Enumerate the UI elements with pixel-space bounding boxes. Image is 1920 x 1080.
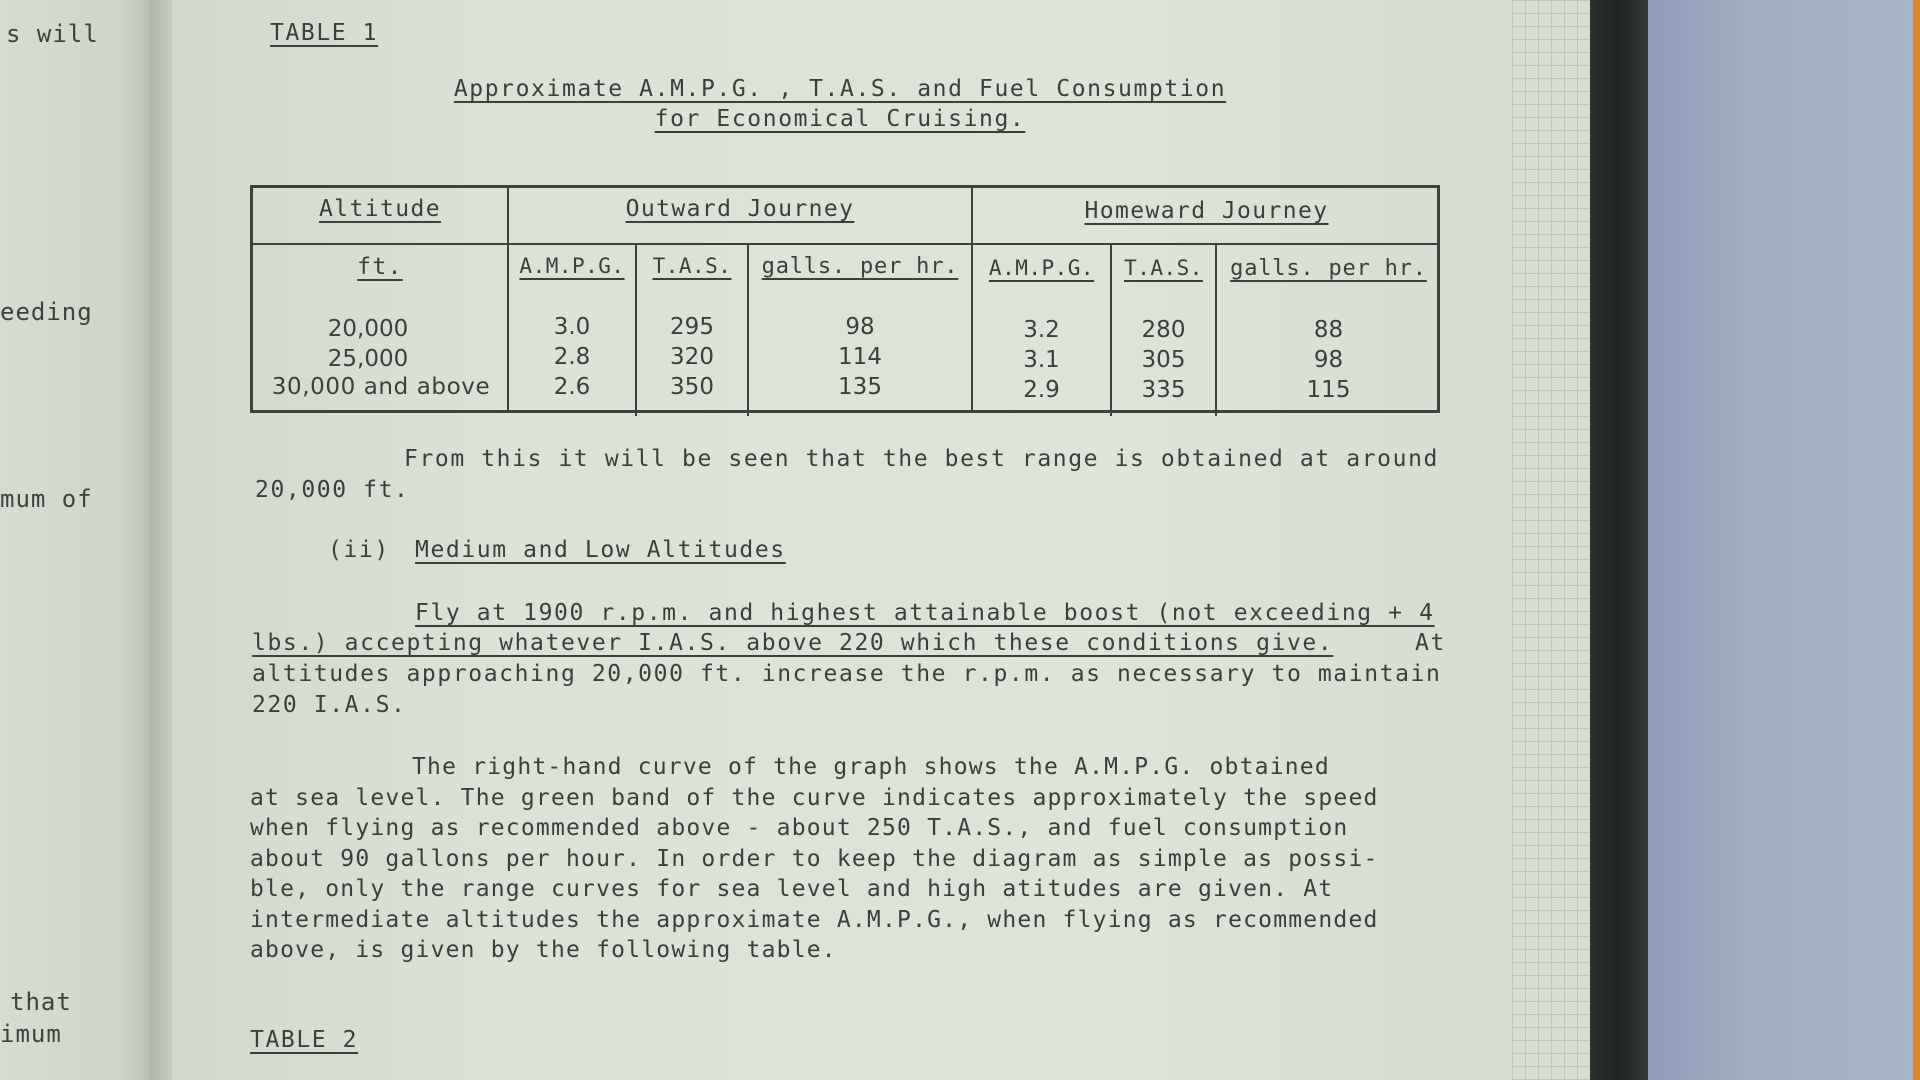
table-cell: 2.6 bbox=[553, 374, 591, 400]
table-cell: 295 bbox=[670, 314, 714, 340]
orange-edge bbox=[1913, 0, 1920, 1080]
para3-line: at sea level. The green band of the curve indicates approximately the speed bbox=[250, 784, 1379, 811]
page-gutter bbox=[150, 0, 172, 1080]
table-cell: 335 bbox=[1141, 377, 1186, 403]
section-heading: Medium and Low Altitudes bbox=[415, 537, 786, 563]
left-page-fragment: mum of bbox=[0, 485, 93, 513]
subheader-outward-galls: galls. per hr. bbox=[761, 254, 959, 279]
table-cell: 3.1 bbox=[1023, 347, 1060, 373]
para3-line: when flying as recommended above - about 250 T.A.S., and fuel consumption bbox=[250, 815, 1349, 841]
table-cell: 280 bbox=[1141, 317, 1186, 343]
subheader-ft: ft. bbox=[357, 254, 403, 280]
para3-line: about 90 gallons per hour. In order to keep the diagram as simple as possi- bbox=[250, 845, 1379, 872]
table-cell: 320 bbox=[670, 344, 714, 370]
table-cell: 2.9 bbox=[1023, 377, 1060, 403]
header-altitude: Altitude bbox=[319, 196, 441, 222]
left-page-fragment: s will bbox=[6, 20, 99, 48]
table-cell: 305 bbox=[1141, 347, 1186, 373]
para3-line: The right-hand curve of the graph shows the A.M.P.G. obtained bbox=[412, 754, 1330, 780]
table-cell: 2.8 bbox=[553, 344, 591, 370]
para2-line4: 220 I.A.S. bbox=[252, 692, 407, 718]
table1 bbox=[250, 185, 1440, 413]
table-cell: 25,000 bbox=[327, 346, 409, 372]
table-cell: 3.2 bbox=[1023, 317, 1060, 343]
table-header-divider bbox=[253, 243, 1437, 245]
para3-line: intermediate altitudes the approximate A.M.P.G., when flying as recommended bbox=[250, 906, 1379, 933]
section-number: (ii) bbox=[328, 537, 390, 563]
table-cell: 98 bbox=[845, 314, 875, 340]
left-page-fragment: eeding bbox=[0, 298, 93, 326]
subheader-homeward-ampg: A.M.P.G. bbox=[988, 256, 1095, 280]
para3-line: above, is given by the following table. bbox=[250, 937, 837, 963]
table-cell: 3.0 bbox=[553, 314, 591, 340]
para2-line2-tail: At bbox=[1415, 630, 1446, 656]
header-outward-journey: Outward Journey bbox=[625, 196, 855, 222]
left-page-fragment: imum bbox=[0, 1020, 62, 1048]
graph-paper-edge bbox=[1512, 0, 1590, 1080]
subheader-homeward-tas: T.A.S. bbox=[1124, 256, 1203, 280]
subheader-homeward-galls: galls. per hr. bbox=[1230, 256, 1427, 281]
left-page-fragment: that bbox=[10, 988, 72, 1016]
table-cell: 135 bbox=[838, 374, 882, 400]
para2-line1: Fly at 1900 r.p.m. and highest attainable boost (not exceeding + 4 bbox=[415, 600, 1435, 626]
table1-title-line1: Approximate A.M.P.G. , T.A.S. and Fuel Consumption bbox=[453, 76, 1227, 102]
table-cell: 30,000 and above bbox=[271, 374, 491, 400]
table1-title-line2: for Economical Cruising. bbox=[654, 106, 1026, 132]
para1-line1: From this it will be seen that the best range is obtained at around bbox=[404, 446, 1439, 472]
para2-line3: altitudes approaching 20,000 ft. increase the r.p.m. as necessary to maintain bbox=[252, 661, 1442, 687]
para3-line: ble, only the range curves for sea level and high atitudes are given. At bbox=[250, 876, 1334, 902]
table-cell: 88 bbox=[1313, 317, 1344, 343]
binder-strip bbox=[1590, 0, 1648, 1080]
table1-label: TABLE 1 bbox=[270, 20, 379, 46]
header-homeward-journey: Homeward Journey bbox=[1084, 198, 1329, 224]
subheader-outward-tas: T.A.S. bbox=[652, 254, 732, 278]
table2-label: TABLE 2 bbox=[250, 1027, 359, 1053]
table-cell: 115 bbox=[1306, 377, 1351, 403]
blue-card bbox=[1648, 0, 1913, 1080]
para1-line2: 20,000 ft. bbox=[255, 477, 410, 503]
para2-line2-underlined: lbs.) accepting whatever I.A.S. above 220 which these conditions give. bbox=[252, 630, 1334, 656]
subheader-outward-ampg: A.M.P.G. bbox=[519, 254, 625, 278]
table-cell: 114 bbox=[838, 344, 882, 370]
left-page bbox=[0, 0, 150, 1080]
table-cell: 350 bbox=[670, 374, 714, 400]
para3 bbox=[250, 752, 1450, 966]
table-cell: 98 bbox=[1313, 347, 1344, 373]
table-cell: 20,000 bbox=[327, 316, 409, 342]
